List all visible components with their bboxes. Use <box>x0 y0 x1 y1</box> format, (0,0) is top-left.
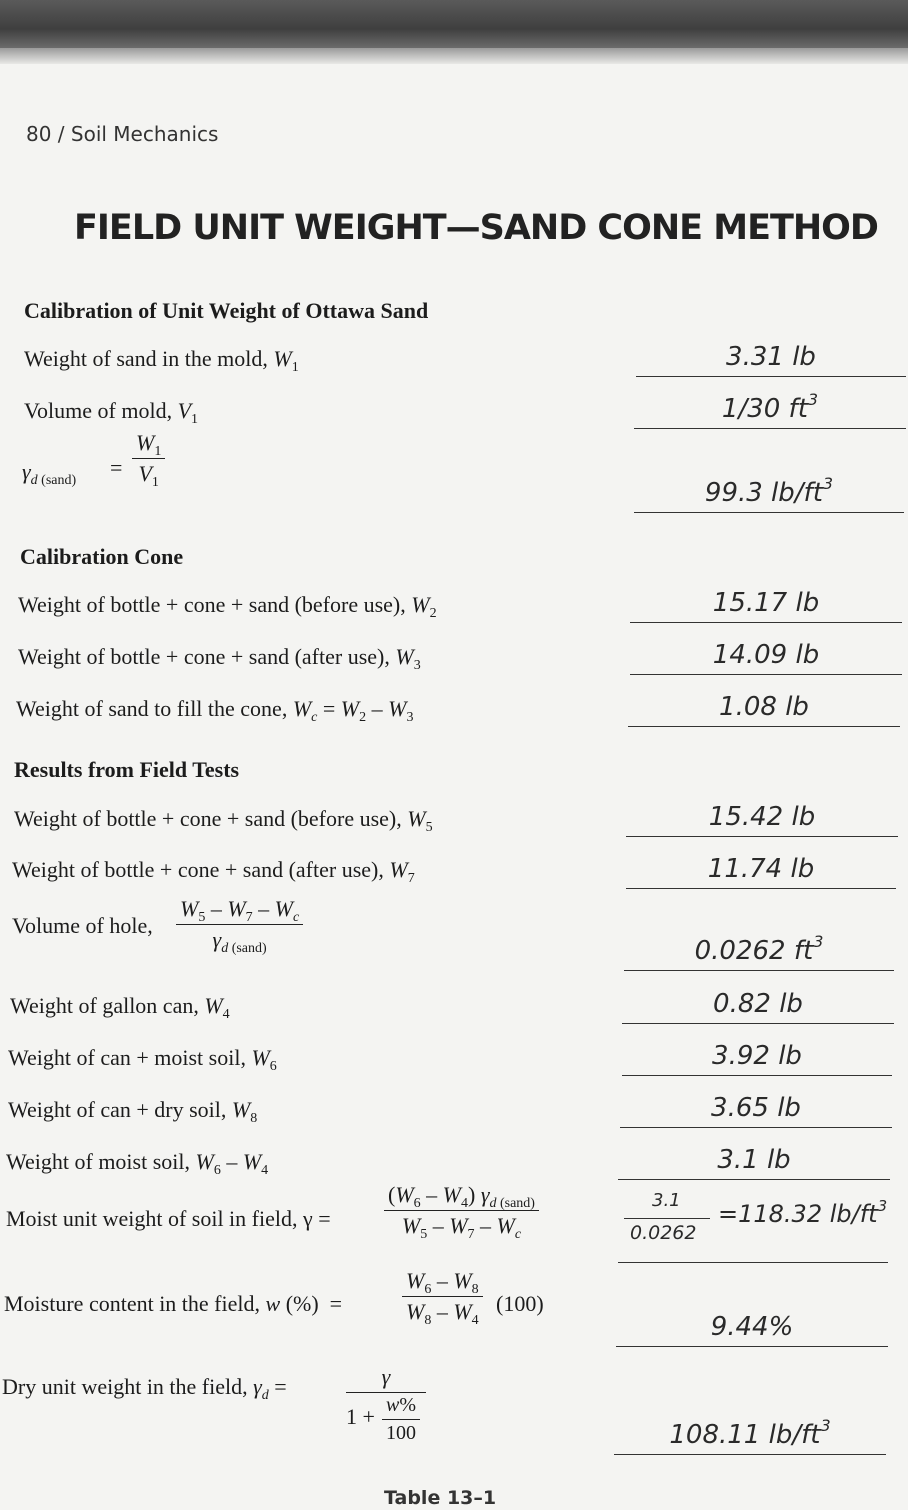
fraction-w-over-100: $\frac{w\%}{100}$ <box>382 1394 420 1445</box>
hundred-factor: (100) <box>496 1291 544 1316</box>
fraction-moist-unit: $(W_6 - W_4)$ $\gamma_{d (sand)}$ $W_5 - W_7 - W_c$ <box>384 1182 539 1239</box>
label-dry-unit: Dry unit weight in the field, $\gamma_d$ = <box>2 1374 287 1403</box>
label-v1: Volume of mold, $V_1$ <box>24 398 199 427</box>
dry-unit-numerator: γ <box>381 1364 391 1389</box>
label-w6: Weight of can + moist soil, $W_6$ <box>8 1045 277 1074</box>
section-field-tests: Results from Field Tests <box>14 757 240 782</box>
answer-w7: 11.74 lb <box>626 842 896 889</box>
fraction-moisture: $\frac{W_6 - W_8}{W_8 - W_4}$ <box>402 1268 483 1325</box>
label-w7: Weight of bottle + cone + sand (after use), $W_7$ <box>12 857 415 886</box>
page-header: 80 / Soil Mechanics <box>26 122 219 146</box>
label-w8: Weight of can + dry soil, $W_8$ <box>8 1097 258 1126</box>
label-wc: Weight of sand to fill the cone, $W_c = W_2 - W_3$ <box>16 696 414 725</box>
section-calibration-cone: Calibration Cone <box>20 544 184 569</box>
label-hole: Volume of hole, <box>12 913 153 938</box>
equals-sign: = <box>110 455 123 480</box>
answer-w8: 3.65 lb <box>620 1081 892 1128</box>
answer-moisture: 9.44% <box>616 1300 888 1347</box>
answer-w5: 15.42 lb <box>626 790 898 837</box>
answer-moist-soil: 3.1 lb <box>618 1133 890 1180</box>
scan-top-edge <box>0 48 908 64</box>
page-title: FIELD UNIT WEIGHT—SAND CONE METHOD <box>74 208 878 248</box>
section-calibration-sand: Calibration of Unit Weight of Ottawa Sand <box>24 298 429 323</box>
label-w4: Weight of gallon can, $W_4$ <box>10 993 230 1022</box>
label-moist-unit: Moist unit weight of soil in field, γ = <box>6 1206 331 1231</box>
label-w1: Weight of sand in the mold, $W_1$ <box>24 346 299 375</box>
answer-dry-unit: 108.11 $lb/ft^3$ <box>614 1408 886 1455</box>
answer-w1: 3.31 lb <box>636 330 906 377</box>
answer-v1: 1/30 $ft^3$ <box>634 382 906 429</box>
answer-wc: 1.08 lb <box>628 680 900 727</box>
label-w3: Weight of bottle + cone + sand (after use), $W_3$ <box>18 644 421 673</box>
dry-unit-one-plus: 1 + <box>346 1404 375 1429</box>
moist-unit-result: =118.32 $lb/ft^3$ <box>718 1197 888 1228</box>
answer-w2: 15.17 lb <box>630 576 902 623</box>
moist-unit-denominator: 0.0262 <box>630 1222 697 1244</box>
label-moisture: Moisture content in the field, w (%) = <box>4 1291 343 1316</box>
answer-gamma-sand: 99.3 $lb/ft^3$ <box>634 466 904 513</box>
moist-unit-fraction-bar <box>624 1218 710 1219</box>
dry-unit-fraction-bar <box>346 1392 426 1393</box>
fraction-hole-volume: $W_5 - W_7 - W_c$ $\gamma_{d (sand)}$ <box>176 896 303 953</box>
fraction-w1-v1: $\frac{W_1}{V_1}$ <box>132 430 165 487</box>
answer-w3: 14.09 lb <box>630 628 902 675</box>
moist-unit-numerator: 3.1 <box>652 1190 681 1211</box>
label-moist-soil: Weight of moist soil, $W_6 - W_4$ <box>6 1149 269 1178</box>
scan-top-band <box>0 0 908 48</box>
label-w5: Weight of bottle + cone + sand (before use), $W_5$ <box>14 806 433 835</box>
label-gamma-sand: $\gamma_{d (sand)}$ <box>22 459 77 488</box>
answer-hole: 0.0262 $ft^3$ <box>624 924 894 971</box>
label-w2: Weight of bottle + cone + sand (before use), $W_2$ <box>18 592 437 621</box>
answer-w6: 3.92 lb <box>622 1029 892 1076</box>
table-caption: Table 13–1 <box>384 1487 497 1509</box>
answer-w4: 0.82 lb <box>622 977 894 1024</box>
